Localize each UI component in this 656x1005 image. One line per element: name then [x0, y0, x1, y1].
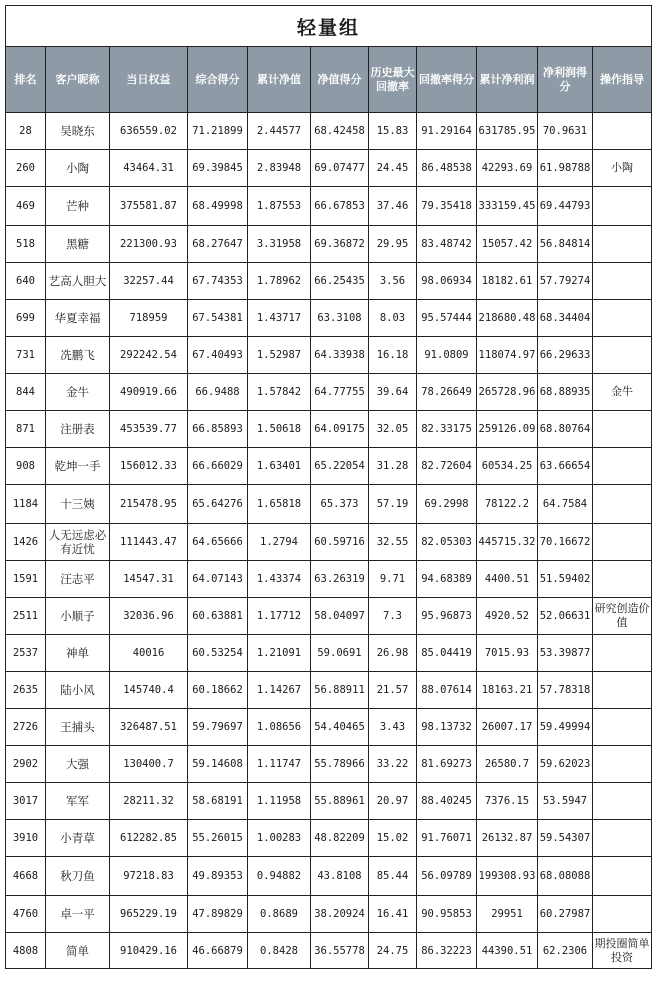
nickname-cell: 简单	[46, 933, 110, 969]
drawdown-score-cell: 82.72604	[417, 448, 477, 485]
profit-score-cell: 69.44793	[538, 187, 593, 226]
net-profit-cell: 7015.93	[477, 635, 538, 672]
rank-cell: 28	[6, 113, 46, 150]
equity-cell: 111443.47	[110, 524, 188, 561]
max-drawdown-cell: 7.3	[369, 598, 417, 635]
nickname-cell: 大强	[46, 746, 110, 783]
guide-cell	[593, 300, 652, 337]
drawdown-score-cell: 81.69273	[417, 746, 477, 783]
col-header-rank: 排名	[6, 47, 46, 113]
equity-cell: 43464.31	[110, 150, 188, 187]
max-drawdown-cell: 32.05	[369, 411, 417, 448]
max-drawdown-cell: 57.19	[369, 485, 417, 524]
max-drawdown-cell: 39.64	[369, 374, 417, 411]
table-row	[6, 598, 652, 635]
score-cell: 66.85893	[188, 411, 248, 448]
guide-cell	[593, 783, 652, 820]
net-profit-cell: 445715.32	[477, 524, 538, 561]
profit-score-cell: 51.59402	[538, 561, 593, 598]
rank-cell: 844	[6, 374, 46, 411]
nav-cell: 1.08656	[248, 709, 311, 746]
drawdown-score-cell: 85.04419	[417, 635, 477, 672]
nav-score-cell: 60.59716	[311, 524, 369, 561]
nickname-cell: 军军	[46, 783, 110, 820]
nav-score-cell: 66.25435	[311, 263, 369, 300]
score-cell: 60.18662	[188, 672, 248, 709]
table-row	[6, 300, 652, 337]
nav-cell: 1.21091	[248, 635, 311, 672]
equity-cell: 32036.96	[110, 598, 188, 635]
net-profit-cell: 4400.51	[477, 561, 538, 598]
nickname-cell: 吴晓东	[46, 113, 110, 150]
net-profit-cell: 60534.25	[477, 448, 538, 485]
nav-cell: 1.11958	[248, 783, 311, 820]
guide-cell	[593, 448, 652, 485]
nav-cell: 1.57842	[248, 374, 311, 411]
table-row	[6, 187, 652, 226]
profit-score-cell: 68.80764	[538, 411, 593, 448]
nav-cell: 1.2794	[248, 524, 311, 561]
max-drawdown-cell: 3.56	[369, 263, 417, 300]
guide-cell	[593, 561, 652, 598]
max-drawdown-cell: 20.97	[369, 783, 417, 820]
nickname-cell: 秋刀鱼	[46, 857, 110, 896]
equity-cell: 965229.19	[110, 896, 188, 933]
drawdown-score-cell: 91.76071	[417, 820, 477, 857]
profit-score-cell: 59.54307	[538, 820, 593, 857]
col-header-score: 综合得分	[188, 47, 248, 113]
nav-score-cell: 65.22054	[311, 448, 369, 485]
max-drawdown-cell: 15.83	[369, 113, 417, 150]
score-cell: 67.40493	[188, 337, 248, 374]
net-profit-cell: 18163.21	[477, 672, 538, 709]
nav-score-cell: 59.0691	[311, 635, 369, 672]
table-row	[6, 635, 652, 672]
table-row	[6, 485, 652, 524]
nickname-cell: 乾坤一手	[46, 448, 110, 485]
net-profit-cell: 259126.09	[477, 411, 538, 448]
nav-score-cell: 48.82209	[311, 820, 369, 857]
rank-cell: 1426	[6, 524, 46, 561]
score-cell: 68.27647	[188, 226, 248, 263]
nav-cell: 1.00283	[248, 820, 311, 857]
net-profit-cell: 265728.96	[477, 374, 538, 411]
profit-score-cell: 57.79274	[538, 263, 593, 300]
net-profit-cell: 118074.97	[477, 337, 538, 374]
drawdown-score-cell: 79.35418	[417, 187, 477, 226]
table-row	[6, 896, 652, 933]
profit-score-cell: 59.62023	[538, 746, 593, 783]
rank-cell: 2726	[6, 709, 46, 746]
equity-cell: 636559.02	[110, 113, 188, 150]
score-cell: 59.79697	[188, 709, 248, 746]
table-row	[6, 524, 652, 561]
score-cell: 71.21899	[188, 113, 248, 150]
score-cell: 47.89829	[188, 896, 248, 933]
score-cell: 60.63881	[188, 598, 248, 635]
rank-cell: 260	[6, 150, 46, 187]
guide-cell	[593, 113, 652, 150]
nav-cell: 1.14267	[248, 672, 311, 709]
profit-score-cell: 68.34404	[538, 300, 593, 337]
rank-cell: 518	[6, 226, 46, 263]
profit-score-cell: 56.84814	[538, 226, 593, 263]
rank-cell: 1591	[6, 561, 46, 598]
net-profit-cell: 4920.52	[477, 598, 538, 635]
col-header-max-drawdown: 历史最大回撤率	[369, 47, 417, 113]
drawdown-score-cell: 86.48538	[417, 150, 477, 187]
score-cell: 65.64276	[188, 485, 248, 524]
equity-cell: 718959	[110, 300, 188, 337]
score-cell: 67.54381	[188, 300, 248, 337]
guide-cell	[593, 411, 652, 448]
col-header-drawdown-score: 回撤率得分	[417, 47, 477, 113]
page-title: 轻量组	[6, 6, 652, 47]
net-profit-cell: 26132.87	[477, 820, 538, 857]
nickname-cell: 人无远虑必有近忧	[46, 524, 110, 561]
table-row	[6, 933, 652, 969]
guide-cell: 金牛	[593, 374, 652, 411]
nickname-cell: 王捕头	[46, 709, 110, 746]
drawdown-score-cell: 69.2998	[417, 485, 477, 524]
rank-cell: 908	[6, 448, 46, 485]
score-cell: 66.9488	[188, 374, 248, 411]
max-drawdown-cell: 24.45	[369, 150, 417, 187]
max-drawdown-cell: 21.57	[369, 672, 417, 709]
score-cell: 68.49998	[188, 187, 248, 226]
nav-cell: 1.87553	[248, 187, 311, 226]
table-row	[6, 150, 652, 187]
nickname-cell: 十三姨	[46, 485, 110, 524]
nickname-cell: 汪志平	[46, 561, 110, 598]
profit-score-cell: 68.08088	[538, 857, 593, 896]
score-cell: 49.89353	[188, 857, 248, 896]
table-row	[6, 448, 652, 485]
rank-cell: 2511	[6, 598, 46, 635]
drawdown-score-cell: 98.06934	[417, 263, 477, 300]
equity-cell: 490919.66	[110, 374, 188, 411]
equity-cell: 145740.4	[110, 672, 188, 709]
nickname-cell: 小顺子	[46, 598, 110, 635]
nav-cell: 1.63401	[248, 448, 311, 485]
nickname-cell: 注册表	[46, 411, 110, 448]
net-profit-cell: 199308.93	[477, 857, 538, 896]
guide-cell	[593, 672, 652, 709]
rank-cell: 871	[6, 411, 46, 448]
nav-cell: 1.78962	[248, 263, 311, 300]
nav-score-cell: 58.04097	[311, 598, 369, 635]
nickname-cell: 芒种	[46, 187, 110, 226]
equity-cell: 612282.85	[110, 820, 188, 857]
net-profit-cell: 26007.17	[477, 709, 538, 746]
nav-score-cell: 64.77755	[311, 374, 369, 411]
equity-cell: 292242.54	[110, 337, 188, 374]
profit-score-cell: 70.16672	[538, 524, 593, 561]
drawdown-score-cell: 91.0809	[417, 337, 477, 374]
nav-score-cell: 54.40465	[311, 709, 369, 746]
rank-cell: 3017	[6, 783, 46, 820]
nav-score-cell: 63.3108	[311, 300, 369, 337]
drawdown-score-cell: 95.96873	[417, 598, 477, 635]
max-drawdown-cell: 33.22	[369, 746, 417, 783]
guide-cell	[593, 226, 652, 263]
net-profit-cell: 7376.15	[477, 783, 538, 820]
guide-cell	[593, 896, 652, 933]
profit-score-cell: 68.88935	[538, 374, 593, 411]
drawdown-score-cell: 94.68389	[417, 561, 477, 598]
profit-score-cell: 61.98788	[538, 150, 593, 187]
equity-cell: 130400.7	[110, 746, 188, 783]
guide-cell	[593, 820, 652, 857]
nickname-cell: 华夏幸福	[46, 300, 110, 337]
drawdown-score-cell: 86.32223	[417, 933, 477, 969]
table-row	[6, 709, 652, 746]
col-header-net-profit: 累计净利润	[477, 47, 538, 113]
max-drawdown-cell: 15.02	[369, 820, 417, 857]
col-header-profit-score: 净利润得分	[538, 47, 593, 113]
table-row	[6, 226, 652, 263]
table-row	[6, 337, 652, 374]
nav-cell: 1.52987	[248, 337, 311, 374]
rank-cell: 469	[6, 187, 46, 226]
nav-cell: 1.65818	[248, 485, 311, 524]
guide-cell	[593, 857, 652, 896]
col-header-nav-score: 净值得分	[311, 47, 369, 113]
guide-cell	[593, 746, 652, 783]
rank-cell: 2635	[6, 672, 46, 709]
nickname-cell: 陆小风	[46, 672, 110, 709]
net-profit-cell: 78122.2	[477, 485, 538, 524]
max-drawdown-cell: 85.44	[369, 857, 417, 896]
equity-cell: 326487.51	[110, 709, 188, 746]
max-drawdown-cell: 16.18	[369, 337, 417, 374]
nav-cell: 1.50618	[248, 411, 311, 448]
rank-cell: 2902	[6, 746, 46, 783]
rank-cell: 2537	[6, 635, 46, 672]
score-cell: 58.68191	[188, 783, 248, 820]
equity-cell: 97218.83	[110, 857, 188, 896]
table-row	[6, 746, 652, 783]
nav-score-cell: 65.373	[311, 485, 369, 524]
guide-cell: 期投圈简单投资	[593, 933, 652, 969]
drawdown-score-cell: 88.07614	[417, 672, 477, 709]
score-cell: 55.26015	[188, 820, 248, 857]
nickname-cell: 黑糖	[46, 226, 110, 263]
nav-score-cell: 56.88911	[311, 672, 369, 709]
nav-score-cell: 66.67853	[311, 187, 369, 226]
nickname-cell: 艺高人胆大	[46, 263, 110, 300]
nav-score-cell: 69.07477	[311, 150, 369, 187]
max-drawdown-cell: 37.46	[369, 187, 417, 226]
rank-cell: 731	[6, 337, 46, 374]
nav-score-cell: 69.36872	[311, 226, 369, 263]
nav-cell: 1.17712	[248, 598, 311, 635]
nickname-cell: 小青草	[46, 820, 110, 857]
guide-cell	[593, 187, 652, 226]
guide-cell	[593, 524, 652, 561]
rank-cell: 699	[6, 300, 46, 337]
net-profit-cell: 631785.95	[477, 113, 538, 150]
nav-score-cell: 43.8108	[311, 857, 369, 896]
profit-score-cell: 66.29633	[538, 337, 593, 374]
col-header-guide: 操作指导	[593, 47, 652, 113]
equity-cell: 40016	[110, 635, 188, 672]
max-drawdown-cell: 31.28	[369, 448, 417, 485]
table-row	[6, 374, 652, 411]
drawdown-score-cell: 90.95853	[417, 896, 477, 933]
nav-score-cell: 55.78966	[311, 746, 369, 783]
score-cell: 67.74353	[188, 263, 248, 300]
max-drawdown-cell: 24.75	[369, 933, 417, 969]
guide-cell: 研究创造价值	[593, 598, 652, 635]
equity-cell: 221300.93	[110, 226, 188, 263]
net-profit-cell: 218680.48	[477, 300, 538, 337]
equity-cell: 156012.33	[110, 448, 188, 485]
nickname-cell: 小陶	[46, 150, 110, 187]
nav-score-cell: 63.26319	[311, 561, 369, 598]
nickname-cell: 卓一平	[46, 896, 110, 933]
profit-score-cell: 57.78318	[538, 672, 593, 709]
nav-score-cell: 55.88961	[311, 783, 369, 820]
equity-cell: 28211.32	[110, 783, 188, 820]
table-row	[6, 783, 652, 820]
max-drawdown-cell: 3.43	[369, 709, 417, 746]
net-profit-cell: 29951	[477, 896, 538, 933]
rank-cell: 1184	[6, 485, 46, 524]
profit-score-cell: 63.66654	[538, 448, 593, 485]
drawdown-score-cell: 56.09789	[417, 857, 477, 896]
score-cell: 59.14608	[188, 746, 248, 783]
nav-cell: 1.43717	[248, 300, 311, 337]
net-profit-cell: 18182.61	[477, 263, 538, 300]
col-header-nav: 累计净值	[248, 47, 311, 113]
score-cell: 69.39845	[188, 150, 248, 187]
table-row	[6, 411, 652, 448]
nickname-cell: 金牛	[46, 374, 110, 411]
equity-cell: 453539.77	[110, 411, 188, 448]
nav-cell: 3.31958	[248, 226, 311, 263]
rank-cell: 640	[6, 263, 46, 300]
nav-cell: 1.11747	[248, 746, 311, 783]
drawdown-score-cell: 88.40245	[417, 783, 477, 820]
score-cell: 46.66879	[188, 933, 248, 969]
nav-cell: 0.8689	[248, 896, 311, 933]
nav-score-cell: 64.33938	[311, 337, 369, 374]
profit-score-cell: 70.9631	[538, 113, 593, 150]
table-row	[6, 820, 652, 857]
net-profit-cell: 42293.69	[477, 150, 538, 187]
drawdown-score-cell: 83.48742	[417, 226, 477, 263]
nav-score-cell: 64.09175	[311, 411, 369, 448]
nav-score-cell: 68.42458	[311, 113, 369, 150]
rank-cell: 4668	[6, 857, 46, 896]
nickname-cell: 冼鹏飞	[46, 337, 110, 374]
profit-score-cell: 52.06631	[538, 598, 593, 635]
equity-cell: 32257.44	[110, 263, 188, 300]
guide-cell	[593, 485, 652, 524]
nav-cell: 2.44577	[248, 113, 311, 150]
table-row	[6, 113, 652, 150]
drawdown-score-cell: 82.05303	[417, 524, 477, 561]
nickname-cell: 神单	[46, 635, 110, 672]
profit-score-cell: 62.2306	[538, 933, 593, 969]
ranking-table	[5, 5, 652, 969]
equity-cell: 375581.87	[110, 187, 188, 226]
drawdown-score-cell: 98.13732	[417, 709, 477, 746]
nav-cell: 0.8428	[248, 933, 311, 969]
score-cell: 64.65666	[188, 524, 248, 561]
max-drawdown-cell: 9.71	[369, 561, 417, 598]
score-cell: 66.66029	[188, 448, 248, 485]
guide-cell	[593, 709, 652, 746]
col-header-equity: 当日权益	[110, 47, 188, 113]
guide-cell	[593, 635, 652, 672]
max-drawdown-cell: 26.98	[369, 635, 417, 672]
table-row	[6, 561, 652, 598]
table-row	[6, 672, 652, 709]
rank-cell: 4760	[6, 896, 46, 933]
header-row	[6, 47, 652, 113]
col-header-nickname: 客户昵称	[46, 47, 110, 113]
net-profit-cell: 26580.7	[477, 746, 538, 783]
profit-score-cell: 53.39877	[538, 635, 593, 672]
table-row	[6, 857, 652, 896]
equity-cell: 14547.31	[110, 561, 188, 598]
nav-score-cell: 38.20924	[311, 896, 369, 933]
max-drawdown-cell: 29.95	[369, 226, 417, 263]
drawdown-score-cell: 95.57444	[417, 300, 477, 337]
profit-score-cell: 59.49994	[538, 709, 593, 746]
max-drawdown-cell: 8.03	[369, 300, 417, 337]
guide-cell: 小陶	[593, 150, 652, 187]
score-cell: 64.07143	[188, 561, 248, 598]
profit-score-cell: 60.27987	[538, 896, 593, 933]
nav-cell: 1.43374	[248, 561, 311, 598]
drawdown-score-cell: 78.26649	[417, 374, 477, 411]
equity-cell: 910429.16	[110, 933, 188, 969]
nav-cell: 0.94882	[248, 857, 311, 896]
drawdown-score-cell: 91.29164	[417, 113, 477, 150]
profit-score-cell: 64.7584	[538, 485, 593, 524]
net-profit-cell: 15057.42	[477, 226, 538, 263]
equity-cell: 215478.95	[110, 485, 188, 524]
rank-cell: 3910	[6, 820, 46, 857]
guide-cell	[593, 263, 652, 300]
guide-cell	[593, 337, 652, 374]
rank-cell: 4808	[6, 933, 46, 969]
profit-score-cell: 53.5947	[538, 783, 593, 820]
nav-score-cell: 36.55778	[311, 933, 369, 969]
max-drawdown-cell: 16.41	[369, 896, 417, 933]
nav-cell: 2.83948	[248, 150, 311, 187]
max-drawdown-cell: 32.55	[369, 524, 417, 561]
net-profit-cell: 333159.45	[477, 187, 538, 226]
drawdown-score-cell: 82.33175	[417, 411, 477, 448]
table-row	[6, 263, 652, 300]
net-profit-cell: 44390.51	[477, 933, 538, 969]
score-cell: 60.53254	[188, 635, 248, 672]
